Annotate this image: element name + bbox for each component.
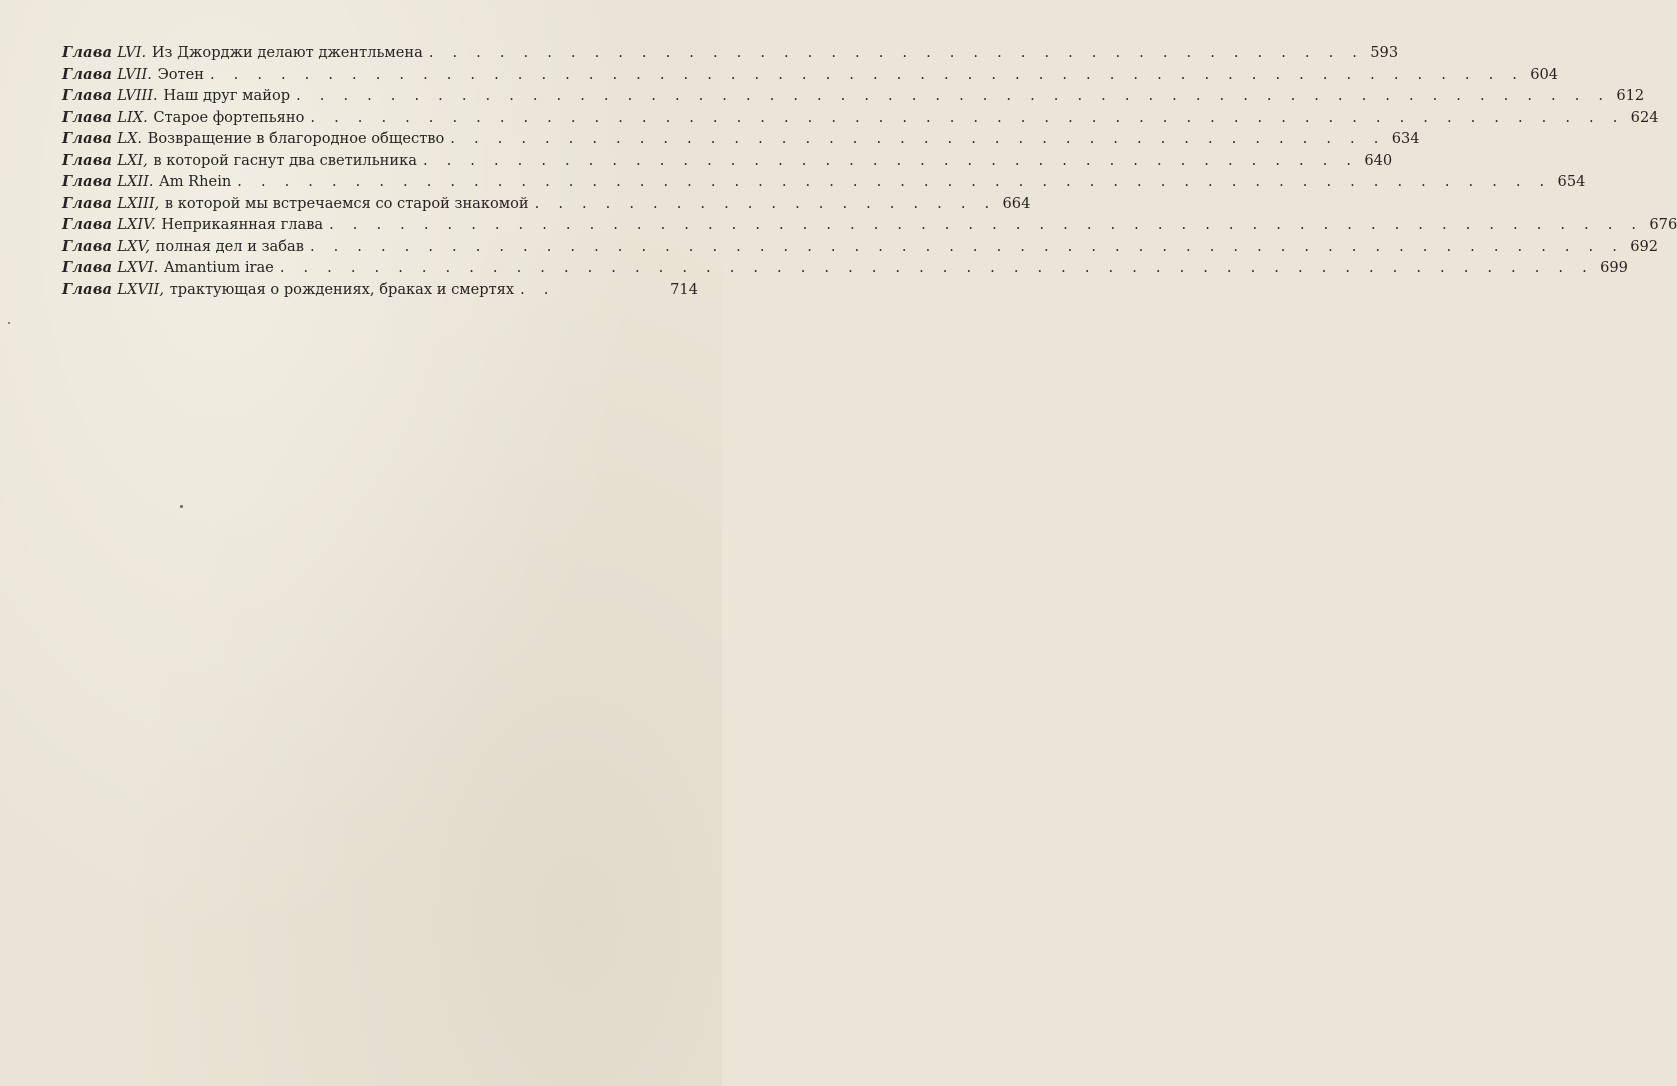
chapter-label: Глава: [62, 259, 113, 276]
page-number: 624: [1630, 108, 1659, 126]
chapter-number: LXIV.: [117, 216, 156, 233]
page-number: 612: [1616, 87, 1645, 104]
toc-entry-lvii: [62, 64, 1559, 86]
page-number: 634: [1391, 130, 1420, 147]
chapter-label: Глава: [62, 108, 113, 126]
chapter-number: LXI,: [117, 151, 148, 169]
dot-leader: . . . . . . . . . . . . . . . . . . . .: [534, 194, 997, 212]
chapter-number: LVII.: [117, 65, 152, 83]
dot-leader: . . . . . . . . . . . . . . . . . . . . . . . . . . . . . . . . . . . . . . . . . . . . . . . . . . . . . . . .: [310, 108, 1625, 126]
toc-entry-lxvii: [62, 279, 698, 301]
dot-leader: . . . . . . . . . . . . . . . . . . . . . . . . . . . . . . . . . . . . . . . . . . . . . . . . . . . . . . . .: [209, 65, 1525, 83]
dot-leader: . . . . . . . . . . . . . . . . . . . . . . . . . . . . . . . . . . . . . . . .: [428, 44, 1365, 61]
page-number: 640: [1364, 151, 1393, 169]
chapter-title: Старое фортепьяно: [153, 108, 305, 126]
page-number: 604: [1530, 65, 1559, 83]
toc-entry-lx: [62, 128, 1420, 150]
dot-leader: . .: [520, 280, 556, 298]
chapter-number: LIX.: [117, 108, 148, 126]
chapter-title: в которой мы встречаемся со старой знакомой: [164, 194, 529, 212]
chapter-title: трактующая о рождениях, браках и смертях: [169, 280, 515, 298]
chapter-label: Глава: [62, 237, 113, 255]
chapter-label: Глава: [62, 130, 113, 147]
dot-leader: . . . . . . . . . . . . . . . . . . . . . . . . . . . . . . . . . . . . . . . . . . . . . . . . . . . . . . . .: [279, 259, 1594, 276]
chapter-number: LXVI.: [117, 259, 159, 276]
chapter-number: LVIII.: [117, 87, 158, 104]
table-of-contents: [62, 42, 1677, 300]
toc-entry-lvi: [62, 42, 1399, 64]
chapter-number: LVI.: [117, 44, 147, 61]
chapter-title: Am Rhein: [159, 173, 232, 190]
page-number: 692: [1630, 237, 1659, 255]
chapter-title: Возвращение в благородное общество: [147, 130, 445, 147]
toc-entry-lxiii: [62, 193, 1031, 215]
chapter-number: LXVII,: [117, 280, 165, 298]
toc-entry-lxvi: [62, 257, 1628, 279]
chapter-label: Глава: [62, 216, 113, 233]
page-number: 654: [1557, 173, 1586, 190]
dot-leader: . . . . . . . . . . . . . . . . . . . . . . . . . . . . . . . . . . . . . . . . . . . . . . . . . . . . . . . .: [296, 87, 1611, 104]
chapter-label: Глава: [62, 173, 113, 190]
chapter-label: Глава: [62, 87, 113, 104]
chapter-number: LXV,: [117, 237, 150, 255]
toc-entry-lxv: [62, 236, 1659, 258]
chapter-label: Глава: [62, 280, 113, 298]
dot-leader: . . . . . . . . . . . . . . . . . . . . . . . . . . . . . . . . . . . . . . . . . . . . . . . . . . . . . . . .: [329, 216, 1644, 233]
page-number: 714: [670, 280, 698, 298]
dot-leader: . . . . . . . . . . . . . . . . . . . . . . . . . . . . . . . . . . . . . . . .: [422, 151, 1359, 169]
page-number: 699: [1600, 259, 1628, 276]
dot-leader: . . . . . . . . . . . . . . . . . . . . . . . . . . . . . . . . . . . . . . . . . . . . . . . . . . . . . . . .: [309, 237, 1625, 255]
dot-leader: . . . . . . . . . . . . . . . . . . . . . . . . . . . . . . . . . . . . . . . .: [450, 130, 1386, 147]
toc-entry-lxi: [62, 150, 1393, 172]
toc-entry-lxiv: [62, 214, 1677, 236]
page-number: 664: [1002, 194, 1031, 212]
chapter-label: Глава: [62, 65, 113, 83]
chapter-label: Глава: [62, 151, 113, 169]
chapter-title: в которой гаснут два светильника: [153, 151, 417, 169]
paper-speck: [180, 505, 183, 508]
dot-leader: . . . . . . . . . . . . . . . . . . . . . . . . . . . . . . . . . . . . . . . . . . . . . . . . . . . . . . . .: [237, 173, 1552, 190]
chapter-title: Эотен: [157, 65, 204, 83]
toc-entry-lviii: [62, 85, 1645, 107]
page-number: 676: [1649, 216, 1677, 233]
chapter-number: LX.: [117, 130, 142, 147]
chapter-title: Неприкаянная глава: [161, 216, 324, 233]
chapter-title: Наш друг майор: [163, 87, 291, 104]
chapter-label: Глава: [62, 44, 113, 61]
chapter-title: Amantium irae: [163, 259, 274, 276]
chapter-title: полная дел и забав: [155, 237, 304, 255]
toc-entry-lix: [62, 107, 1659, 129]
paper-speck: [8, 322, 10, 324]
chapter-number: LXII.: [117, 173, 154, 190]
chapter-number: LXIII,: [117, 194, 160, 212]
page-number: 593: [1370, 44, 1399, 61]
chapter-label: Глава: [62, 194, 113, 212]
chapter-title: Из Джорджи делают джентльмена: [151, 44, 423, 61]
toc-entry-lxii: [62, 171, 1586, 193]
